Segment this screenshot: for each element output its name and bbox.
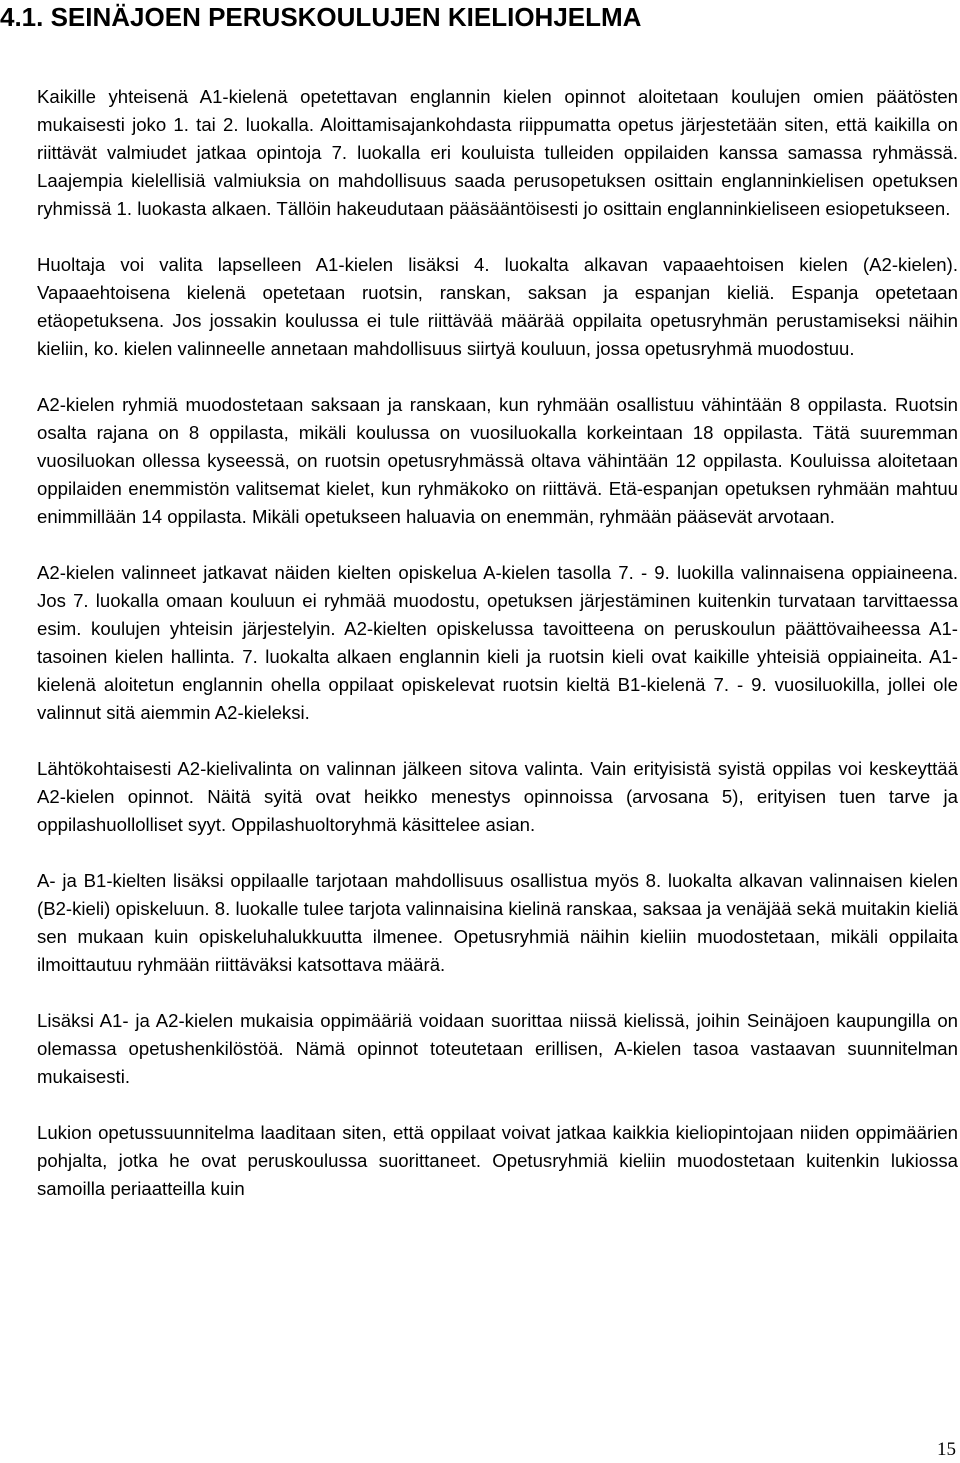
paragraph-additional-syllabus: Lisäksi A1- ja A2-kielen mukaisia oppimääriä voidaan suorittaa niissä kielissä, joihin Seinäjoen kaupungilla on olemassa opetushenkilöstöä. Nämä opinnot toteutetaan erillisen, A-kielen tasoa vastaavan suunnitelman mukaisesti. bbox=[37, 1010, 958, 1087]
page-number: 15 bbox=[937, 1439, 956, 1460]
paragraph-upper-secondary: Lukion opetussuunnitelma laaditaan siten, että oppilaat voivat jatkaa kaikkia kieliopintojaan niiden oppimäärien pohjalta, jotka he ovat peruskoulussa suorittaneet. Opetusryhmiä kieliin muodostetaan kuitenkin lukiossa samoilla periaatteilla kuin bbox=[37, 1122, 958, 1199]
document-body bbox=[37, 83, 958, 1203]
paragraph-a1-english: Kaikille yhteisenä A1-kielenä opetettavan englannin kielen opinnot aloitetaan koulujen omien päätösten mukaisesti joko 1. tai 2. luokalla. Aloittamisajankohdasta riippumatta opetus järjestetään siten, että kaikilla on riittävät valmiudet jatkaa opintoja 7. luokalla eri kouluista tulleiden oppilaiden kanssa samassa ryhmässä. Laajempia kielellisiä valmiuksia on mahdollisuus saada perusopetuksen osittain englanninkielisen opetuksen ryhmissä 1. luokasta alkaen. Tällöin hakeudutaan pääsääntöisesti jo osittain englanninkieliseen esiopetukseen. bbox=[37, 86, 958, 219]
section-heading: 4.1. SEINÄJOEN PERUSKOULUJEN KIELIOHJELMA bbox=[0, 2, 642, 32]
paragraph-b2-language: A- ja B1-kielten lisäksi oppilaalle tarjotaan mahdollisuus osallistua myös 8. luokalta alkavan valinnaisen kielen (B2-kieli) opiskeluun. 8. luokalle tulee tarjota valinnaisina kielinä ranskaa, saksaa ja venäjää sekä muitakin kieliä sen mukaan kuin opiskeluhalukkuutta ilmenee. Opetusryhmiä näihin kieliin muodostetaan, mikäli oppilaita ilmoittautuu ryhmään riittäväksi katsottava määrä. bbox=[37, 870, 958, 975]
paragraph-binding-choice: Lähtökohtaisesti A2-kielivalinta on valinnan jälkeen sitova valinta. Vain erityisistä syistä oppilas voi keskeyttää A2-kielen opinnot. Näitä syitä ovat heikko menestys opinnoissa (arvosana 5), erityisen tuen tarve ja oppilashuollolliset syyt. Oppilashuoltoryhmä käsittelee asian. bbox=[37, 758, 958, 835]
paragraph-a2-continuation: A2-kielen valinneet jatkavat näiden kielten opiskelua A-kielen tasolla 7. - 9. luokilla valinnaisena oppiaineena. Jos 7. luokalla omaan kouluun ei ryhmää muodostu, opetuksen järjestäminen kuitenkin turvataan tarvittaessa esim. koulujen yhteisin järjestelyin. A2-kielten opiskelussa tavoitteena on peruskoulun päättövaiheessa A1-tasoinen kielen hallinta. 7. luokalta alkaen englannin kieli ja ruotsin kieli ovat kaikille yhteisiä oppiaineita. A1-kielenä aloitetun englannin ohella oppilaat opiskelevat ruotsin kieltä B1-kielenä 7. - 9. vuosiluokilla, jollei ole valinnut sitä aiemmin A2-kieleksi. bbox=[37, 562, 958, 723]
paragraph-a2-group-size: A2-kielen ryhmiä muodostetaan saksaan ja ranskaan, kun ryhmään osallistuu vähintään 8 oppilasta. Ruotsin osalta rajana on 8 oppilasta, mikäli koulussa on vuosiluokalla korkeintaan 18 oppilasta. Tätä suuremman vuosiluokan ollessa kyseessä, on ruotsin opetusryhmässä oltava vähintään 12 oppilasta. Kouluissa aloitetaan oppilaiden enemmistön valitsemat kielet, kun ryhmäkoko on riittävä. Etä-espanjan opetuksen ryhmään mahtuu enimmillään 14 oppilasta. Mikäli opetukseen haluavia on enemmän, ryhmään pääsevät arvotaan. bbox=[37, 394, 958, 527]
paragraph-a2-optional-language: Huoltaja voi valita lapselleen A1-kielen lisäksi 4. luokalta alkavan vapaaehtoisen kielen (A2-kielen). Vapaaehtoisena kielenä opetetaan ruotsin, ranskan, saksan ja espanjan kieliä. Espanja opetetaan etäopetuksena. Jos jossakin koulussa ei tule riittävää määrää oppilaita opetusryhmän perustamiseksi näihin kieliin, ko. kielen valinneelle annetaan mahdollisuus siirtyä kouluun, jossa opetusryhmä muodostuu. bbox=[37, 254, 958, 359]
